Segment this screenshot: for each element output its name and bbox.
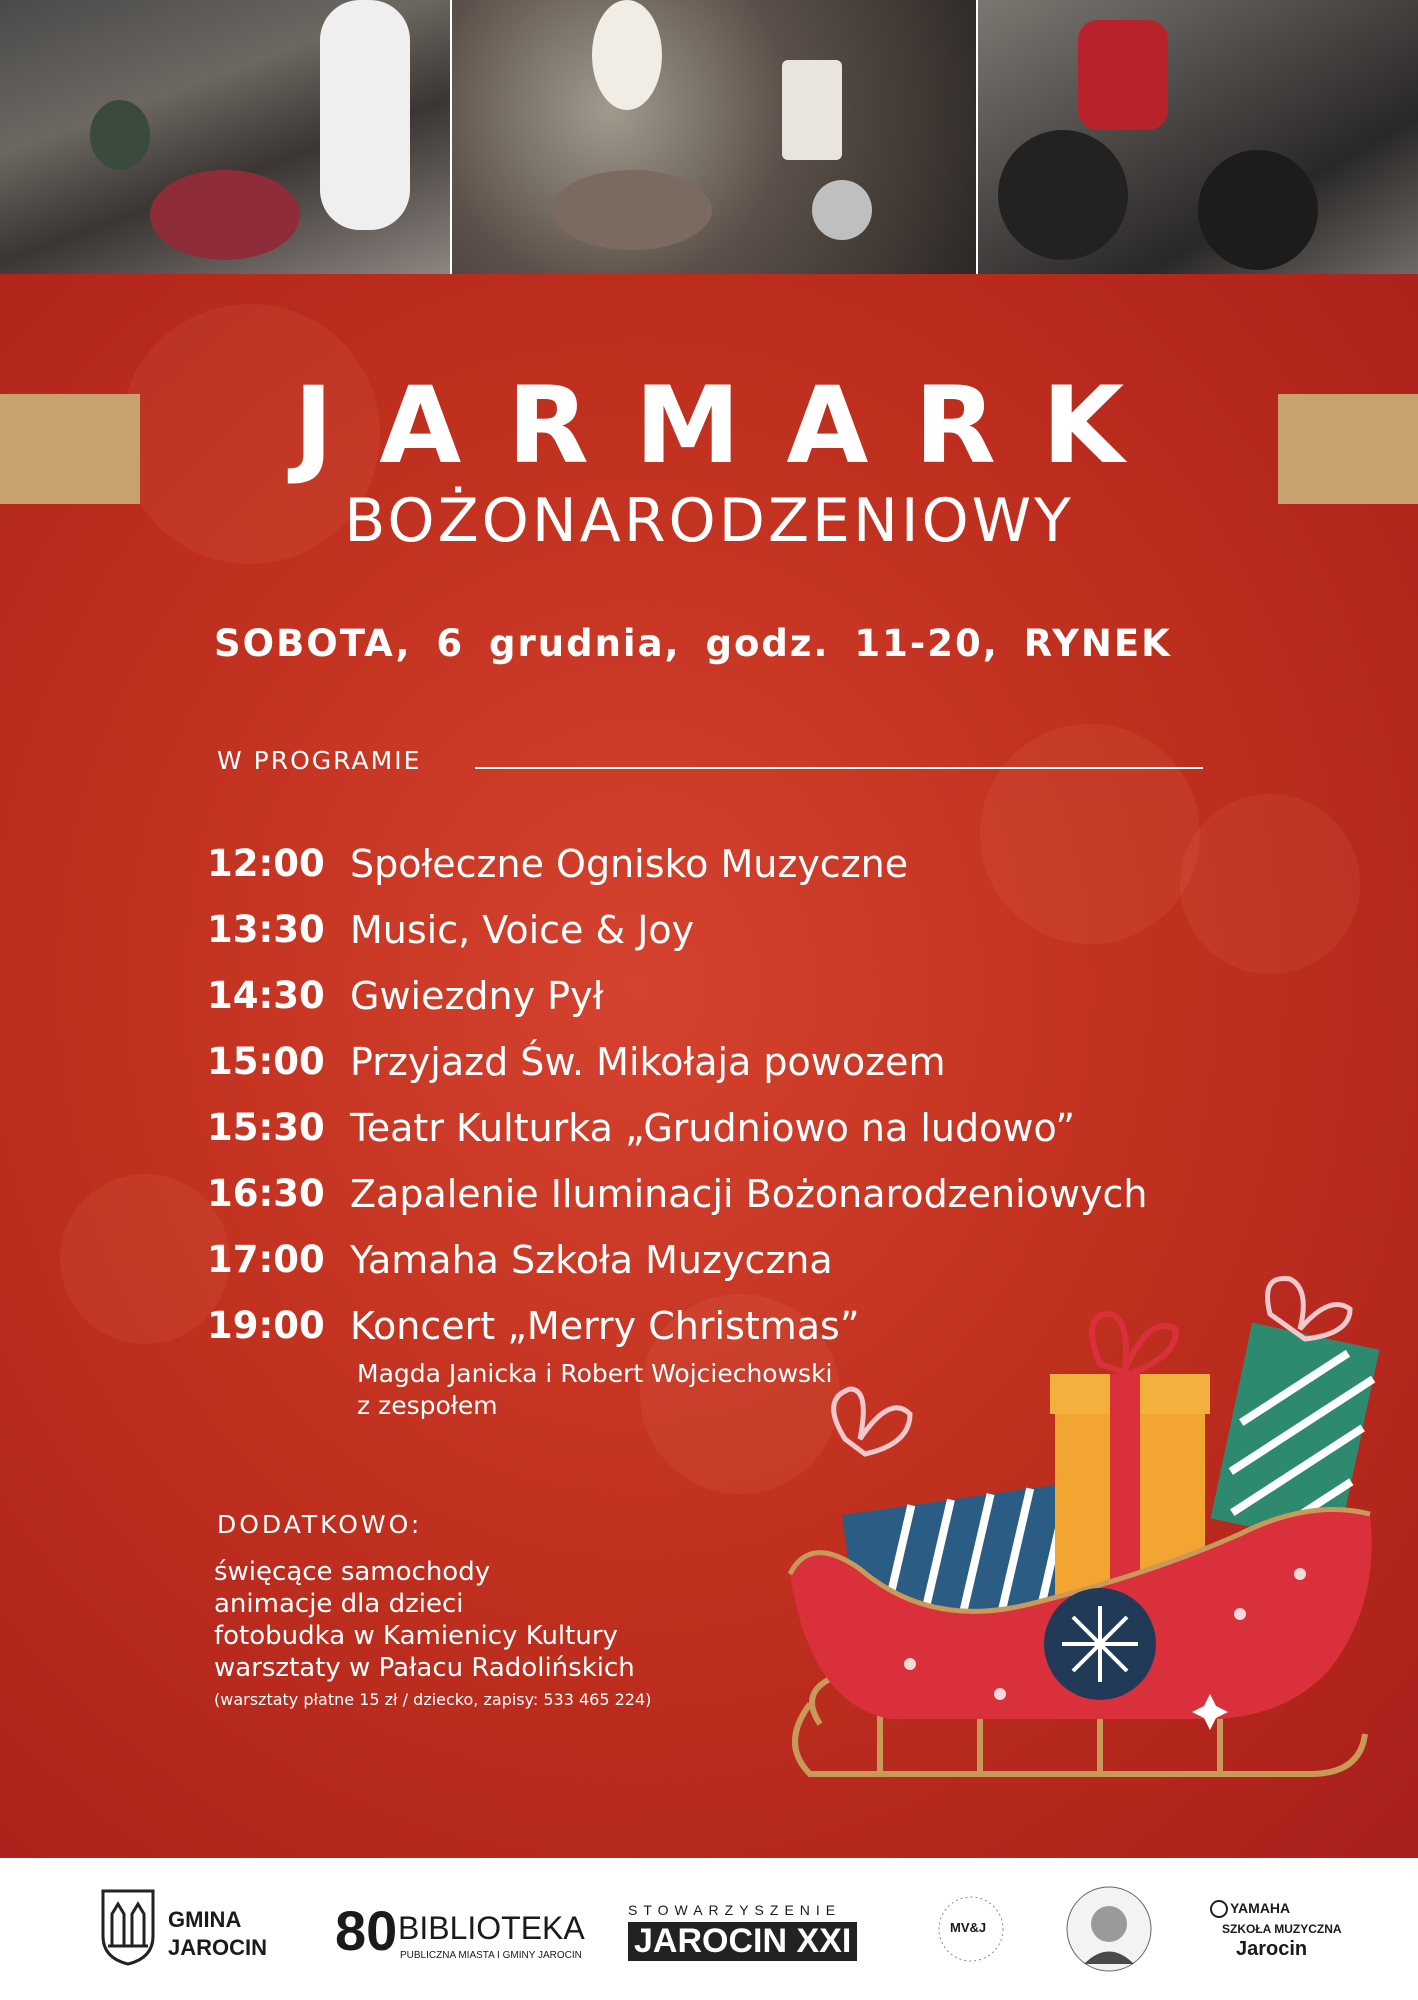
yamaha-logo-icon: [1210, 1900, 1228, 1918]
schedule-row: [207, 974, 1307, 1040]
program-heading: W PROGRAMIE: [217, 746, 422, 775]
schedule-time: 14:30: [207, 974, 325, 1017]
photo-santa-motorcycle: [978, 0, 1418, 274]
schedule-row: [207, 908, 1307, 974]
sponsor-footer: [0, 1858, 1418, 2000]
stowarzyszenie-name: JAROCIN XXI: [628, 1922, 857, 1961]
biblioteka-subtitle: PUBLICZNA MIASTA I GMINY JAROCIN: [400, 1950, 582, 1961]
gmina-logo-text: GMINA JAROCIN: [168, 1907, 268, 1960]
extras-list: [214, 1556, 635, 1684]
towarzystwo-muzyczne-seal-icon: [1064, 1884, 1154, 1974]
snowflake-icon: [1062, 1606, 1138, 1682]
concert-performers: Magda Janicka i Robert Wojciechowski: [357, 1359, 833, 1388]
schedule-time: 19:00: [207, 1304, 325, 1347]
schedule-event: Zapalenie Iluminacji Bożonarodzeniowych: [350, 1172, 1148, 1216]
yamaha-brand: YAMAHA: [1230, 1900, 1291, 1916]
extras-heading: DODATKOWO:: [217, 1510, 423, 1539]
schedule-row: [207, 1040, 1307, 1106]
schedule-time: 15:00: [207, 1040, 325, 1083]
title: JARMARK: [293, 364, 1171, 487]
biblioteka-name: BIBLIOTEKA: [398, 1910, 585, 1946]
schedule-time: 13:30: [207, 908, 325, 951]
extras-item: święcące samochody: [214, 1557, 491, 1587]
schedule-time: 17:00: [207, 1238, 325, 1281]
schedule-time: 16:30: [207, 1172, 325, 1215]
subtitle: BOŻONARODZENIOWY: [344, 486, 1074, 556]
photo-strip: [0, 0, 1418, 274]
schedule-time: 15:30: [207, 1106, 325, 1149]
photo-market-children: [0, 0, 450, 274]
sleigh-illustration: [770, 1274, 1390, 1814]
extras-item: fotobudka w Kamienicy Kultury: [214, 1621, 618, 1651]
schedule-event: Music, Voice & Joy: [350, 908, 695, 952]
concert-band: z zespołem: [357, 1391, 498, 1420]
gmina-coat-of-arms-icon: [98, 1886, 158, 1966]
photo-christmas-decorations: [452, 0, 976, 274]
program-divider: [475, 767, 1203, 769]
schedule-event: Przyjazd Św. Mikołaja powozem: [350, 1040, 946, 1084]
extras-item: animacje dla dzieci: [214, 1589, 464, 1619]
yamaha-school-label: SZKOŁA MUZYCZNA: [1222, 1922, 1342, 1936]
schedule-event: Teatr Kulturka „Grudniowo na ludowo”: [350, 1106, 1076, 1150]
extras-item: warsztaty w Pałacu Radolińskich: [214, 1653, 635, 1683]
date-line: SOBOTA, 6 grudnia, godz. 11-20, RYNEK: [214, 622, 1172, 665]
gift-green: [1211, 1278, 1380, 1545]
schedule-event: Gwiezdny Pył: [350, 974, 604, 1018]
mvj-logo-text: MV&J: [950, 1920, 987, 1935]
yamaha-city: Jarocin: [1236, 1938, 1308, 1960]
poster-body: [0, 274, 1418, 1858]
schedule-time: 12:00: [207, 842, 325, 885]
biblioteka-80-badge: 80: [335, 1899, 398, 1962]
extras-note: (warsztaty płatne 15 zł / dziecko, zapisy: 533 465 224): [214, 1690, 652, 1709]
schedule-event: Koncert „Merry Christmas”: [350, 1304, 860, 1348]
schedule-event: Społeczne Ognisko Muzyczne: [350, 842, 909, 886]
stowarzyszenie-label: STOWARZYSZENIE: [628, 1902, 842, 1918]
schedule-row: [207, 1106, 1307, 1172]
schedule-event: Yamaha Szkoła Muzyczna: [350, 1238, 833, 1282]
schedule-row: [207, 1172, 1307, 1238]
schedule-row: [207, 842, 1307, 908]
